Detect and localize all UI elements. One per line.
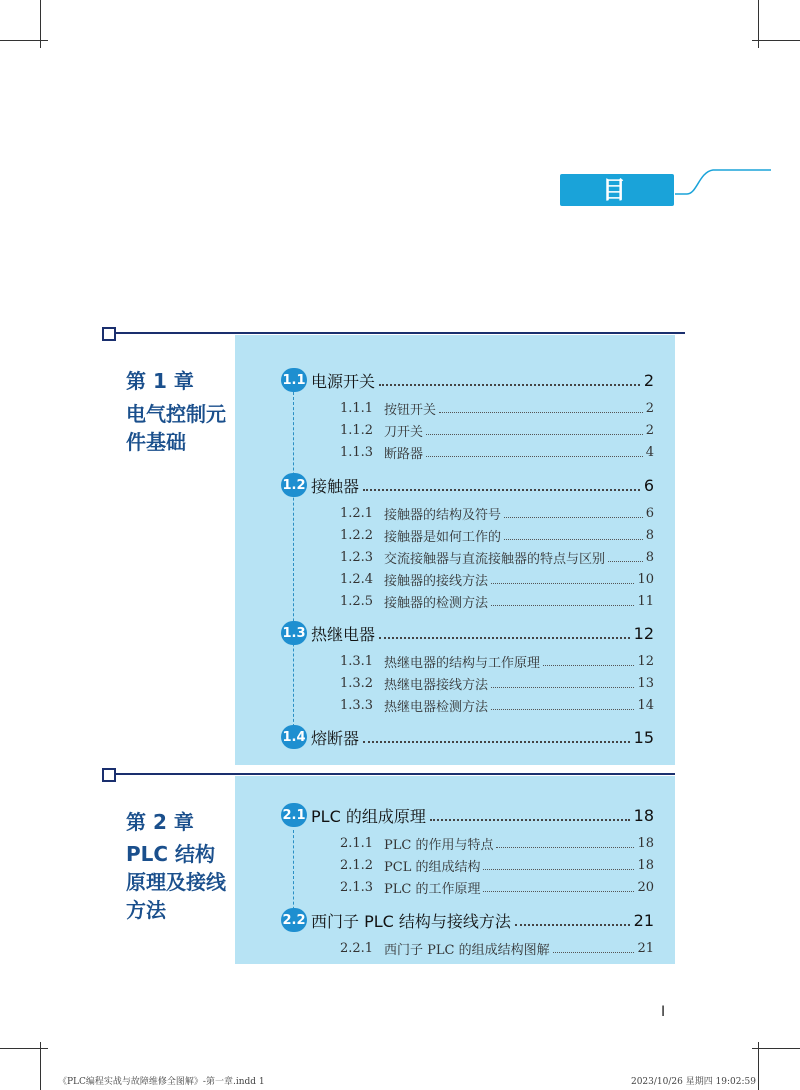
subsection-number: 1.2.1 (340, 505, 374, 521)
subsection-number: 1.2.3 (340, 549, 374, 565)
leader-dots (430, 809, 630, 821)
subsection-number: 1.1.1 (340, 400, 374, 416)
subsection-entry[interactable] (340, 525, 654, 545)
chapter-title-line: 原理及接线 (126, 870, 226, 894)
crop-mark (752, 1048, 800, 1049)
chapter-title-line: 方法 (126, 898, 166, 922)
section-entry[interactable] (281, 725, 654, 749)
section-entry[interactable] (281, 473, 654, 497)
crop-mark (40, 1042, 41, 1090)
subsection-page: 6 (645, 505, 654, 521)
crop-mark (758, 1042, 759, 1090)
subsection-entry[interactable] (340, 569, 654, 589)
subsection-entry[interactable] (340, 442, 654, 462)
section-page: 21 (633, 910, 654, 930)
section-entry[interactable] (281, 368, 654, 392)
subsection-number: 1.2.4 (340, 571, 374, 587)
subsection-title: 交流接触器与直流接触器的特点与区别 (384, 551, 606, 567)
subsection-entry[interactable] (340, 503, 654, 523)
leader-dots (426, 426, 643, 435)
subsection-title: PCL 的组成结构 (384, 859, 481, 875)
section-badge: 2.2 (281, 908, 307, 932)
subsection-title: PLC 的作用与特点 (384, 837, 494, 853)
subsection-page: 13 (637, 675, 654, 691)
timeline-dashed-line (293, 830, 294, 920)
subsection-page: 8 (645, 527, 654, 543)
subsection-entry[interactable] (340, 420, 654, 440)
leader-dots (608, 553, 643, 562)
subsection-number: 1.2.2 (340, 527, 374, 543)
chapter-title-line: 件基础 (126, 430, 186, 454)
subsection-number: 1.3.1 (340, 653, 374, 669)
leader-dots (543, 657, 634, 666)
section-title: 西门子 PLC 结构与接线方法 (311, 911, 511, 931)
subsection-title: 热继电器检测方法 (384, 699, 489, 715)
section-title: 接触器 (311, 476, 360, 496)
subsection-title: 热继电器接线方法 (384, 677, 489, 693)
leader-dots (363, 731, 630, 743)
subsection-page: 4 (645, 444, 654, 460)
subsection-title: 接触器是如何工作的 (384, 529, 502, 545)
subsection-page: 20 (637, 879, 654, 895)
leader-dots (363, 479, 640, 491)
chapter-rule (114, 332, 685, 334)
subsection-entry[interactable] (340, 547, 654, 567)
section-page: 18 (633, 805, 654, 825)
subsection-page: 2 (645, 422, 654, 438)
subsection-entry[interactable] (340, 855, 654, 875)
chapter-label: 第 1 章 (126, 369, 194, 393)
subsection-entry[interactable] (340, 833, 654, 853)
subsection-page: 2 (645, 400, 654, 416)
subsection-entry[interactable] (340, 938, 654, 958)
chapter-title (126, 840, 236, 924)
section-page: 6 (643, 475, 654, 495)
timeline-dashed-line (293, 392, 294, 737)
section-entry[interactable] (281, 621, 654, 645)
subsection-title: 热继电器的结构与工作原理 (384, 655, 541, 671)
chapter-marker (102, 768, 116, 782)
subsection-page: 12 (637, 653, 654, 669)
subsection-page: 18 (637, 857, 654, 873)
leader-dots (515, 914, 630, 926)
subsection-number: 2.1.3 (340, 879, 374, 895)
leader-dots (379, 374, 640, 386)
subsection-number: 1.1.2 (340, 422, 374, 438)
subsection-entry[interactable] (340, 673, 654, 693)
subsection-number: 2.2.1 (340, 940, 374, 956)
subsection-title: PLC 的工作原理 (384, 881, 481, 897)
section-title: 电源开关 (311, 371, 376, 391)
leader-dots (379, 627, 630, 639)
footer-file-info: 《PLC编程实战与故障维修全图解》-第一章.indd 1 (58, 1077, 265, 1087)
section-badge: 1.2 (281, 473, 307, 497)
leader-dots (439, 404, 643, 413)
chapter-marker (102, 327, 116, 341)
section-title: 热继电器 (311, 624, 376, 644)
leader-dots (491, 679, 634, 688)
crop-mark (0, 1048, 48, 1049)
subsection-title: 西门子 PLC 的组成结构图解 (384, 942, 550, 958)
section-badge: 2.1 (281, 803, 307, 827)
chapter-rule (114, 773, 675, 775)
chapter-title-line: PLC 结构 (126, 842, 216, 866)
subsection-number: 2.1.1 (340, 835, 374, 851)
subsection-title: 接触器的检测方法 (384, 595, 489, 611)
crop-mark (0, 40, 48, 41)
subsection-page: 21 (637, 940, 654, 956)
subsection-entry[interactable] (340, 877, 654, 897)
subsection-entry[interactable] (340, 695, 654, 715)
subsection-entry[interactable] (340, 651, 654, 671)
section-badge: 1.1 (281, 368, 307, 392)
section-page: 12 (633, 623, 654, 643)
subsection-entry[interactable] (340, 591, 654, 611)
chapter-title-line: 电气控制元 (126, 402, 226, 426)
subsection-number: 1.2.5 (340, 593, 374, 609)
subsection-number: 1.3.2 (340, 675, 374, 691)
subsection-number: 2.1.2 (340, 857, 374, 873)
chapter-label: 第 2 章 (126, 810, 194, 834)
leader-dots (553, 944, 635, 953)
subsection-title: 按钮开关 (384, 402, 437, 418)
leader-dots (504, 509, 643, 518)
subsection-title: 刀开关 (384, 424, 424, 440)
subsection-page: 14 (637, 697, 654, 713)
subsection-page: 18 (637, 835, 654, 851)
subsection-number: 1.1.3 (340, 444, 374, 460)
section-entry[interactable] (281, 803, 654, 827)
leader-dots (496, 839, 634, 848)
subsection-entry[interactable] (340, 398, 654, 418)
subsection-page: 10 (637, 571, 654, 587)
section-title: 熔断器 (311, 728, 360, 748)
subsection-title: 断路器 (384, 446, 424, 462)
page-title: 目 录 (560, 174, 674, 206)
footer-timestamp: 2023/10/26 星期四 19:02:59 (630, 1077, 756, 1087)
chapter-title (126, 400, 236, 456)
page-number: I (661, 1004, 666, 1020)
leader-dots (491, 597, 634, 606)
subsection-number: 1.3.3 (340, 697, 374, 713)
leader-dots (491, 575, 634, 584)
section-title: PLC 的组成原理 (311, 806, 426, 826)
section-badge: 1.3 (281, 621, 307, 645)
leader-dots (504, 531, 643, 540)
subsection-page: 8 (645, 549, 654, 565)
subsection-page: 11 (637, 593, 654, 609)
leader-dots (483, 883, 634, 892)
leader-dots (491, 701, 634, 710)
section-badge: 1.4 (281, 725, 307, 749)
leader-dots (426, 448, 643, 457)
leader-dots (483, 861, 634, 870)
crop-mark (752, 40, 800, 41)
subsection-title: 接触器的结构及符号 (384, 507, 502, 523)
section-page: 2 (643, 370, 654, 390)
title-decoration-line (675, 168, 771, 196)
section-entry[interactable] (281, 908, 654, 932)
section-page: 15 (633, 727, 654, 747)
subsection-title: 接触器的接线方法 (384, 573, 489, 589)
